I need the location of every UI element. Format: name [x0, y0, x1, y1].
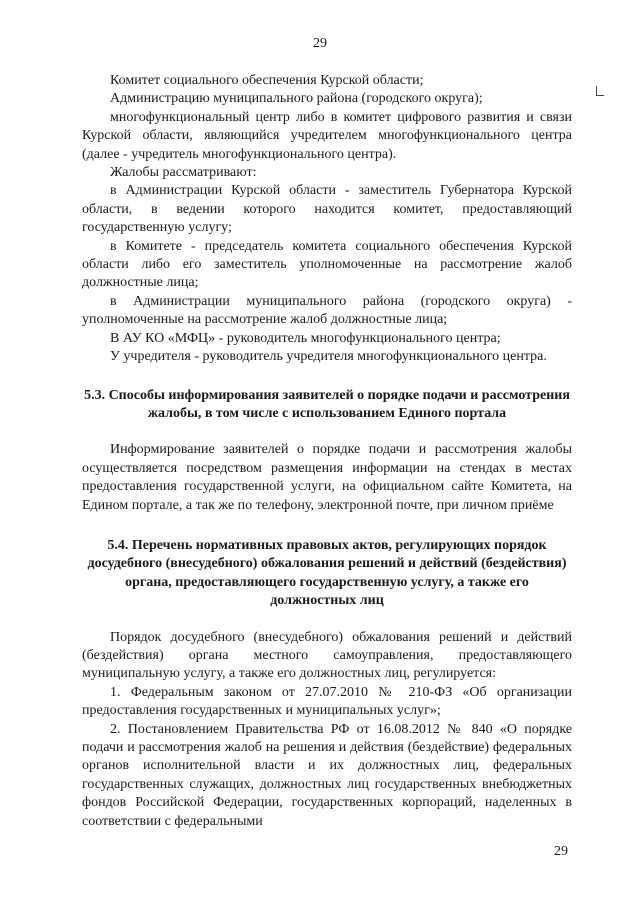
corner-mark [596, 86, 604, 96]
document-body [82, 72, 572, 831]
section-5-4-heading: 5.4. Перечень нормативных правовых актов, регулирующих порядок досудебного (внесудебного) обжалования решений и действий (бездействия) органа, предоставляющего государственную услугу, а также его должностных лиц [87, 537, 567, 609]
paragraph-administration: Администрацию муниципального района (городского округа); [110, 91, 483, 107]
section-5-4-item-1: 1. Федеральным законом от 27.07.2010 № 210-ФЗ «Об организации предоставления государственных и муниципальных услуг»; [82, 684, 572, 719]
section-5-4-item-2: 2. Постановлением Правительства РФ от 16.08.2012 № 840 «О порядке подачи и рассмотрения жалоб на решения и действия (бездействие) федеральных органов исполнительной власти и их должностных лиц, федеральных государственных служащих, должностных лиц государственных внебюджетных фондов Российской Федерации, государственных корпораций, наделенных в соответствии с федеральными [82, 721, 572, 829]
section-5-3-text: Информирование заявителей о порядке подачи и рассмотрения жалобы осуществляется посредством размещения информации на стендах в местах предоставления государственной услуги, на официальном сайте Комитета, на Едином портале, а так же по телефону, электронной почте, при личном приёме [82, 442, 572, 513]
paragraph-committee: Комитет социального обеспечения Курской области; [110, 73, 424, 88]
paragraph-au-ko-mfc: В АУ КО «МФЦ» - руководитель многофункционального центра; [110, 330, 501, 346]
page-number-bottom: 29 [554, 844, 568, 859]
paragraph-regional-administration: в Администрации Курской области - заместитель Губернатора Курской области, в ведении которого находится комитет, предоставляющий государственную услугу; [82, 183, 572, 236]
section-5-3-heading: 5.3. Способы информирования заявителей о порядке подачи и рассмотрения жалобы, в том числе с использованием Единого портала [84, 387, 570, 421]
page-number-top: 29 [313, 36, 327, 51]
paragraph-founder: У учредителя - руководитель учредителя многофункционального центра. [110, 349, 547, 365]
paragraph-mfc: многофункциональный центр либо в комитет цифрового развития и связи Курской области, являющийся учредителем многофункционального центра (далее - учредитель многофункционального центра). [82, 109, 572, 162]
paragraph-municipal-administration: в Администрации муниципального района (городского округа) - уполномоченные на рассмотрение жалоб должностные лица; [82, 293, 572, 328]
section-5-4-intro: Порядок досудебного (внесудебного) обжалования решений и действий (бездействия) органа местного самоуправления, предоставляющего муниципальную услугу, а также его должностных лиц, регулируется: [82, 629, 572, 682]
paragraph-in-committee: в Комитете - председатель комитета социального обеспечения Курской области либо его заместитель уполномоченные на рассмотрение жалоб должностные лица; [82, 238, 572, 291]
paragraph-complaints-reviewed: Жалобы рассматривают: [110, 165, 257, 181]
